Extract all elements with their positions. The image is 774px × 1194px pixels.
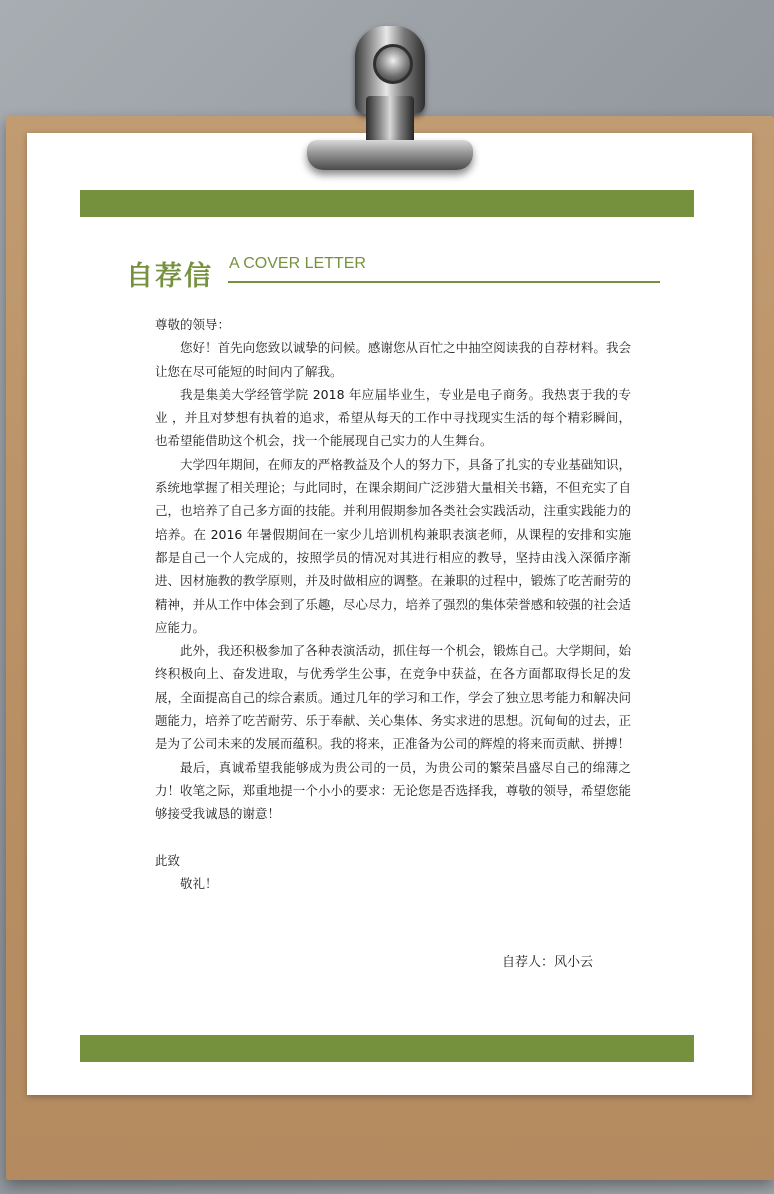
- binder-clip-neck: [366, 96, 414, 146]
- spacer: [155, 826, 631, 849]
- letter-body: [155, 313, 631, 895]
- binder-clip-base: [307, 140, 473, 170]
- letter-paragraph: 您好！首先向您致以诚挚的问候。感谢您从百忙之中抽空阅读我的自荐材料。我会让您在尽可能短的时间内了解我。: [155, 340, 631, 379]
- page-subtitle: A COVER LETTER: [229, 255, 366, 272]
- page-title: 自荐信: [126, 261, 213, 292]
- letter-paragraph: 此外，我还积极参加了各种表演活动，抓住每一个机会，锻炼自己。大学期间，始终积极向上、奋发进取，与优秀学生公事，在竞争中获益，在各方面都取得长足的发展，全面提高自己的综合素质。通过几年的学习和工作，学会了独立思考能力和解决问题能力，培养了吃苦耐劳、乐于奉献、关心集体、务实求进的思想。沉甸甸的过去，正是为了公司未来的发展而蕴积。我的将来，正准备为公司的辉煌的将来而贡献、拼搏！: [155, 643, 631, 752]
- letter-closing: 此致: [155, 852, 181, 868]
- letter-signature: 自荐人：风小云: [502, 955, 594, 970]
- letter-paragraph: 我是集美大学经管学院 2018 年应届毕业生，专业是电子商务。我热衷于我的专业 ，并且对梦想有执着的追求，希望从每天的工作中寻找现实生活的每个精彩瞬间，也希望能借助这个机会，找一个能展现自己实力的人生舞台。: [155, 386, 631, 449]
- letter-regards: 敬礼！: [180, 876, 218, 892]
- binder-clip-hole: [373, 44, 413, 84]
- letter-paragraph: 最后，真诚希望我能够成为贵公司的一员，为贵公司的繁荣昌盛尽自己的绵薄之力！收笔之际，郑重地提一个小小的要求：无论您是否选择我，尊敬的领导，希望您能够接受我诚恳的谢意！: [155, 759, 631, 822]
- footer-band: [80, 1035, 694, 1062]
- header-band: [80, 190, 694, 217]
- letter-greeting: 尊敬的领导：: [155, 317, 231, 332]
- letter-paragraph: 大学四年期间，在师友的严格教益及个人的努力下，具备了扎实的专业基础知识，系统地掌握了相关理论；与此同时，在课余期间广泛涉猎大量相关书籍，不但充实了自己，也培养了自己多方面的技能。并利用假期参加各类社会实践活动，注重实践能力的培养。在 2016 年暑假期间在一家少儿培训机构兼职表演老师，从课程的安排和实施都是自己一个人完成的，按照学员的情况对其进行相应的教导，坚持由浅入深循序渐进、因材施教的教学原则，并及时做相应的调整。在兼职的过程中，锻炼了吃苦耐劳的精神，并从工作中体会到了乐趣，尽心尽力，培养了强烈的集体荣誉感和较强的社会适应能力。: [155, 456, 631, 635]
- title-underline: [228, 281, 660, 283]
